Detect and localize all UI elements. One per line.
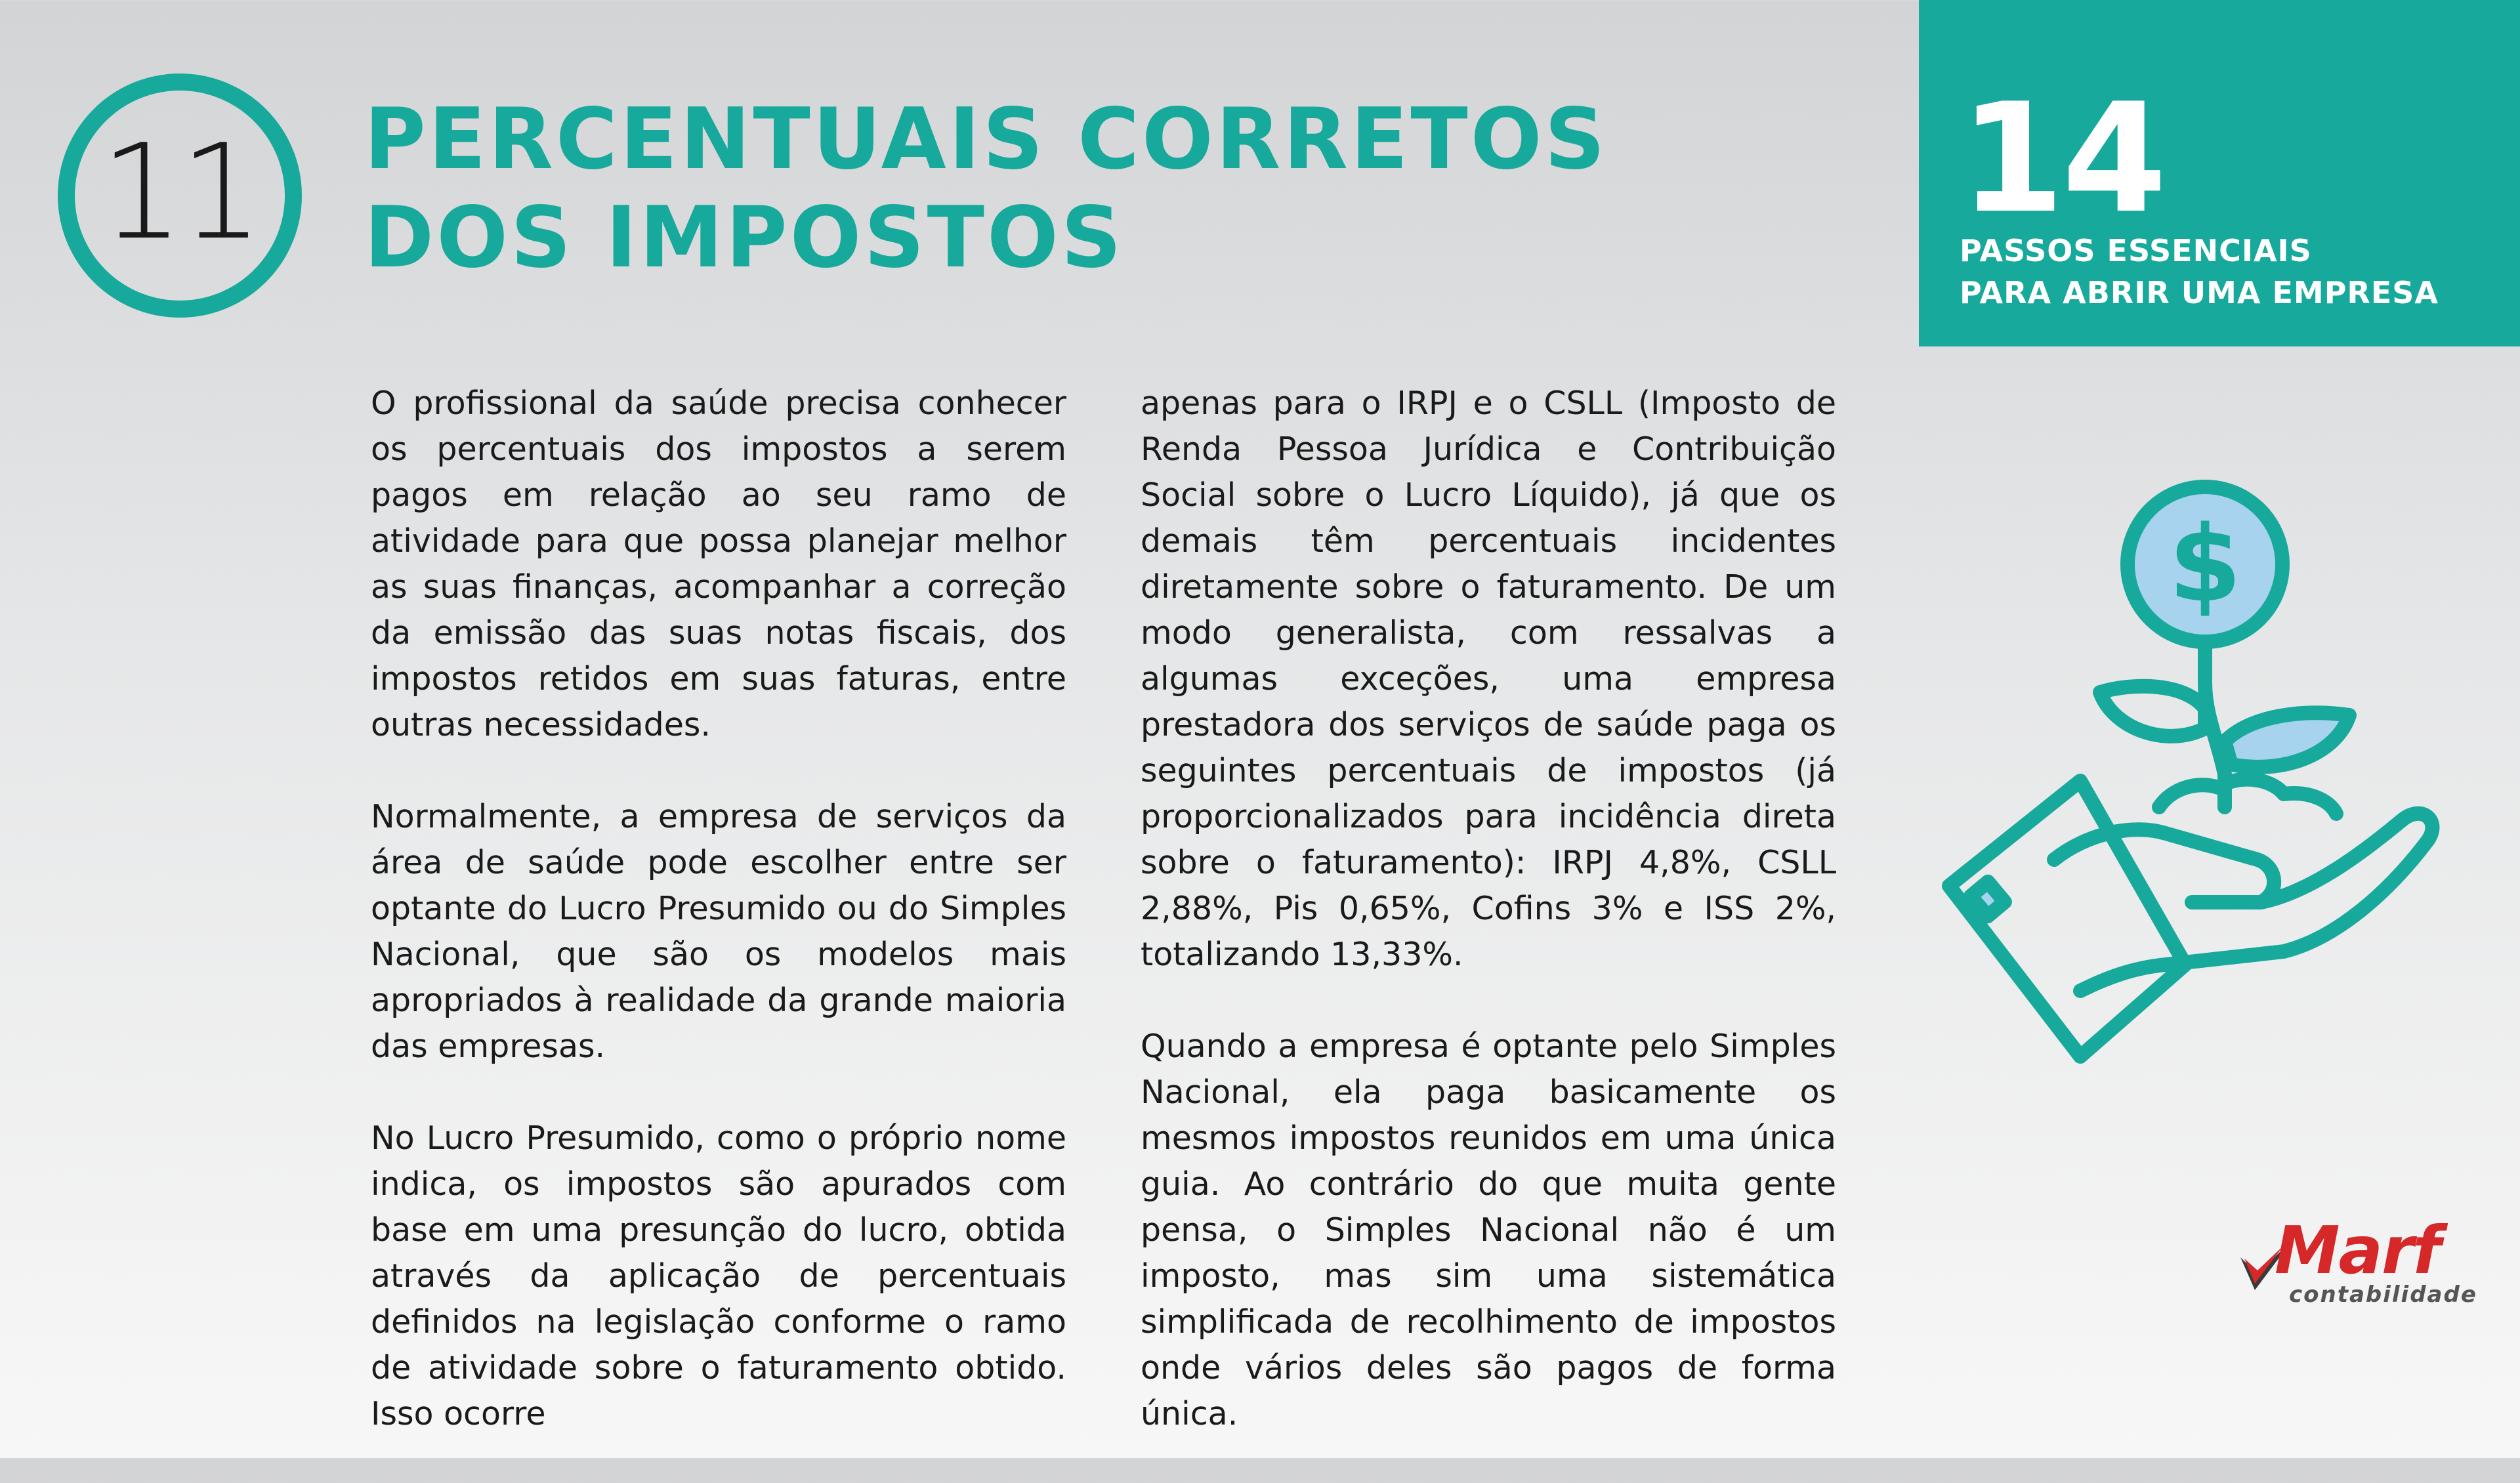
- logo-name: Marf: [2275, 1212, 2440, 1289]
- paragraph: apenas para o IRPJ e o CSLL (Imposto de Renda Pessoa Jurídica e Contribuição Social sobre o Lucro Líquido), já que os demais têm percentuais incidentes diretamente sobre o faturamento. De um modo generalista, com ressalvas a algumas exceções, uma empresa prestadora dos serviços de saúde paga os seguintes percentuais de impostos (já proporcionalizados para incidência direta sobre o faturamento): IRPJ 4,8%, CSLL 2,88%, Pis 0,65%, Cofins 3% e ISS 2%, totalizando 13,33%.: [1141, 385, 1836, 973]
- page-title: [364, 91, 1608, 287]
- badge-text: [1960, 230, 2439, 314]
- sleeve-button-icon: [1971, 882, 2005, 916]
- money-plant-hand-icon: [1916, 466, 2454, 1089]
- page-title-line-1: PERCENTUAIS CORRETOS: [364, 91, 1608, 188]
- badge-text-line-2: PARA ABRIR UMA EMPRESA: [1960, 275, 2439, 310]
- paragraph: Normalmente, a empresa de serviços da área de saúde pode escolher entre ser optante do Lucro Presumido ou do Simples Nacional, que são os modelos mais apropriados à realidade da grande maioria das empresas.: [371, 798, 1066, 1065]
- step-circle: [58, 73, 302, 318]
- left-leaf-icon: [2100, 686, 2205, 736]
- badge-text-line-1: PASSOS ESSENCIAIS: [1960, 233, 2312, 268]
- dollar-sign: $: [2168, 503, 2242, 625]
- right-leaf-icon: [2225, 713, 2349, 766]
- logo-subtitle: contabilidade: [2289, 1282, 2477, 1308]
- paragraph: Quando a empresa é optante pelo Simples Nacional, ela paga basicamente os mesmos impostos reunidos em uma única guia. Ao contrário do que muita gente pensa, o Simples Nacional não é um imposto, mas sim uma sistemática simplificada de recolhimento de impostos onde vários deles são pagos de forma única.: [1141, 1028, 1836, 1432]
- badge-number: 14: [1960, 72, 2165, 247]
- body-column-left: [371, 381, 1066, 1483]
- step-number: 11: [100, 116, 260, 269]
- page-title-line-2: DOS IMPOSTOS: [364, 189, 1124, 287]
- paragraph: No Lucro Presumido, como o próprio nome indica, os impostos são apurados com base em uma presunção do lucro, obtida através da aplicação de percentuais definidos na legislação conforme o ramo de atividade sobre o faturamento obtido. Isso ocorre: [371, 1119, 1066, 1432]
- soil-mound: [2159, 780, 2336, 814]
- paragraph: O profissional da saúde precisa conhecer os percentuais dos impostos a serem pagos em relação ao seu ramo de atividade para que possa planejar melhor as suas finanças, acompanhar a correção da emissão das suas notas fiscais, dos impostos retidos em suas faturas, entre outras necessidades.: [371, 385, 1066, 743]
- marf-logo: [2238, 1212, 2477, 1319]
- body-column-right: [1141, 381, 1836, 1483]
- steps-badge: [1919, 0, 2520, 346]
